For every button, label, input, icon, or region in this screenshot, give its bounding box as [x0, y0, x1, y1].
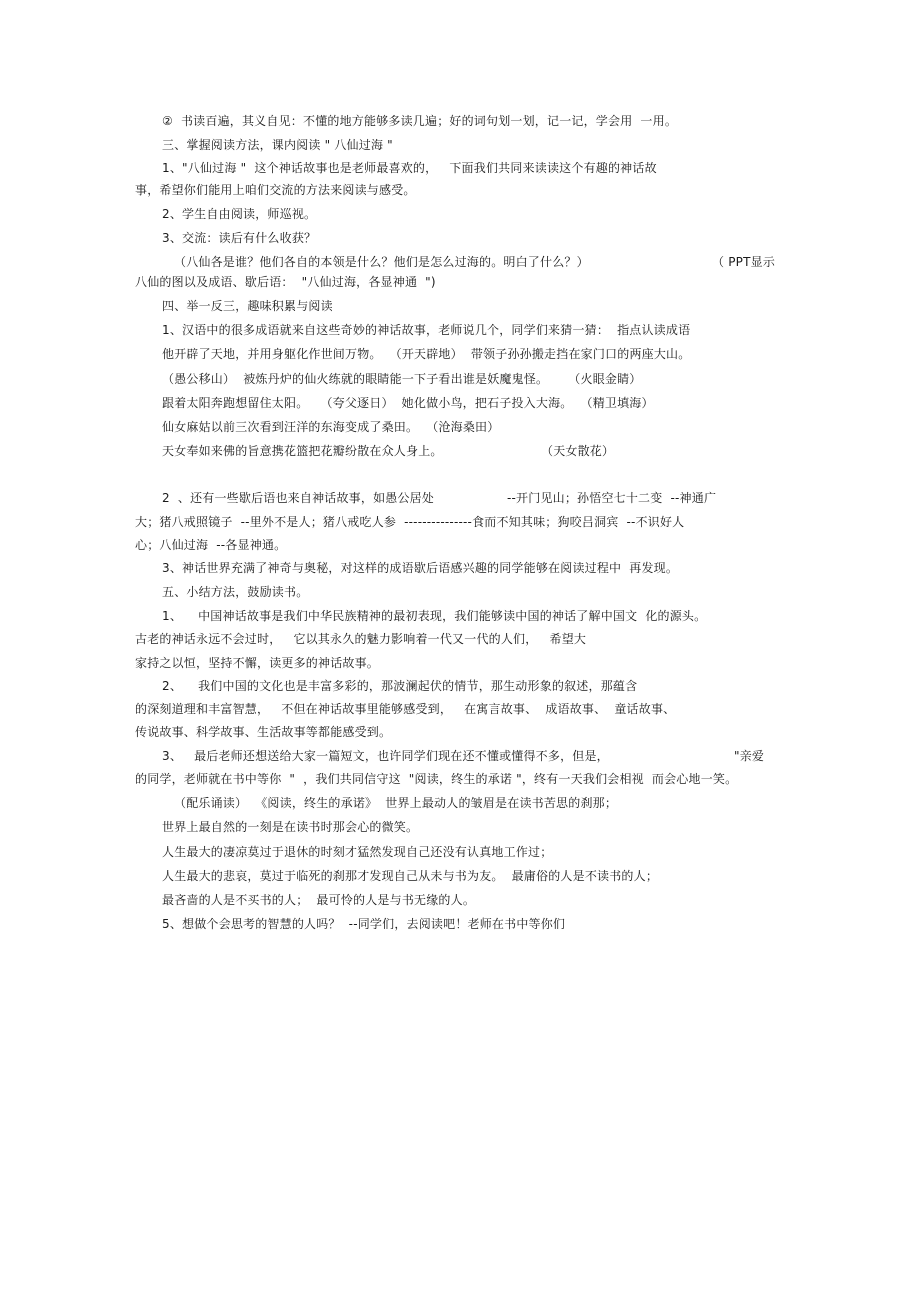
text-line: 2、学生自由阅读，师巡视。	[162, 207, 317, 221]
text-line: 家持之以恒，坚持不懈，读更多的神话故事。	[135, 656, 380, 670]
text-line: 人生最大的悲哀，莫过于临死的刹那才发现自己从未与书为友。 最庸俗的人是不读书的人；	[162, 869, 659, 883]
text-line: （ PPT显示	[712, 255, 776, 269]
text-line: --开门见山；孙悟空七十二变 --神通广	[507, 491, 717, 505]
text-line: 2 、还有一些歇后语也来自神话故事，如愚公居处	[162, 491, 435, 505]
text-line: 心；八仙过海 --各显神通。	[135, 538, 287, 552]
text-line: 仙女麻姑以前三次看到汪洋的东海变成了桑田。 （沧海桑田）	[162, 420, 500, 434]
text-line: （配乐诵读） 《阅读，终生的承诺》 世界上最动人的皱眉是在读书苦思的刹那；	[174, 796, 618, 810]
text-line: ② 书读百遍，其义自见：不懂的地方能够多读几遍；好的词句划一划，记一记，学会用 一用。	[162, 114, 678, 128]
text-line: 1、"八仙过海 " 这个神话故事也是老师最喜欢的， 下面我们共同来读读这个有趣的神话故	[162, 161, 657, 175]
text-line: （愚公移山） 被炼丹炉的仙火练就的眼睛能一下子看出谁是妖魔鬼怪。 （火眼金睛）	[162, 372, 642, 386]
section-heading: 三、掌握阅读方法，课内阅读 " 八仙过海 "	[162, 138, 393, 152]
text-line: 世界上最自然的一刻是在读书时那会心的微笑。	[162, 820, 419, 834]
text-line: 古老的神话永远不会过时， 它以其永久的魅力影响着一代又一代的人们， 希望大	[135, 632, 587, 646]
text-line: 大；猪八戒照镜子 --里外不是人；猪八戒吃人参 ---------------食而不知其味；狗咬吕洞宾 --不识好人	[135, 515, 685, 529]
text-line: 跟着太阳奔跑想留住太阳。 （夸父逐日） 她化做小鸟，把石子投入大海。 （精卫填海）	[162, 396, 654, 410]
text-line: 传说故事、科学故事、生活故事等都能感受到。	[135, 725, 392, 739]
text-line: 他开辟了天地，并用身躯化作世间万物。 （开天辟地） 带领子孙孙搬走挡在家门口的两座大山。	[162, 347, 691, 361]
section-heading: 五、小结方法，鼓励读书。	[162, 585, 309, 599]
text-line: 3、神话世界充满了神奇与奥秘，对这样的成语歇后语感兴趣的同学能够在阅读过程中 再发现。	[162, 561, 679, 575]
text-line: 最吝啬的人是不买书的人； 最可怜的人是与书无缘的人。	[162, 893, 476, 907]
text-line: 1、 中国神话故事是我们中华民族精神的最初表现，我们能够读中国的神话了解中国文 化的源头。	[162, 609, 707, 623]
text-line: （八仙各是谁？他们各自的本领是什么？他们是怎么过海的。明白了什么？）	[174, 255, 589, 269]
text-line: 3、交流：读后有什么收获？	[162, 231, 317, 245]
section-heading: 四、举一反三，趣味积累与阅读	[162, 299, 333, 313]
text-line: 八仙的图以及成语、歇后语： "八仙过海，各显神通 ")	[135, 275, 436, 289]
text-line: 天女奉如来佛的旨意携花篮把花瓣纷散在众人身上。	[162, 444, 443, 458]
text-line: 的深刻道理和丰富智慧， 不但在神话故事里能够感受到， 在寓言故事、 成语故事、 童话故事、	[135, 702, 676, 716]
text-line: 1、汉语中的很多成语就来自这些奇妙的神话故事，老师说几个，同学们来猜一猜： 指点认读成语	[162, 323, 691, 337]
text-line: 事，希望你们能用上咱们交流的方法来阅读与感受。	[135, 183, 416, 197]
text-line: （天女散花）	[541, 444, 615, 458]
text-line: 5、想做个会思考的智慧的人吗？ --同学们，去阅读吧！老师在书中等你们	[162, 917, 566, 931]
text-line: 3、 最后老师还想送给大家一篇短文，也许同学们现在还不懂或懂得不多，但是，	[162, 749, 609, 763]
text-line: 的同学，老师就在书中等你 " ，我们共同信守这 "阅读，终生的承诺 "，终有一天我们会相视 而会心地一笑。	[135, 772, 738, 786]
text-line: "亲爱	[734, 749, 765, 763]
text-line: 人生最大的凄凉莫过于退休的时刻才猛然发现自己还没有认真地工作过；	[162, 845, 553, 859]
text-line: 2、 我们中国的文化也是丰富多彩的，那波澜起伏的情节，那生动形象的叙述，那蕴含	[162, 679, 638, 693]
